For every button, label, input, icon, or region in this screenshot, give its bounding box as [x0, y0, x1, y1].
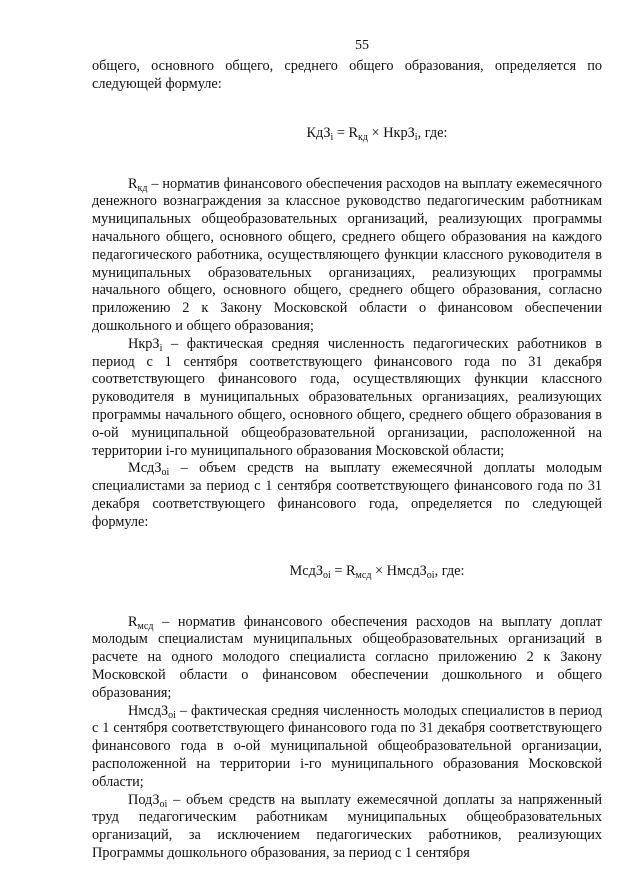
- definition-r-kd: $R_{кд}$ – норматив финансового обеспечения расходов на выплату ежемесячного денежного вознаграждения за классное руководство педагогическим работникам муниципальных общеобразовательных организаций, реализующих программы начального общего, основного общего, среднего общего образования на каждого педагогического работника, осуществляющего функции классного руководителя в муниципальных образовательных организациях, реализующих программы начального общего, основного общего, среднего общего образования, согласно приложению 2 к Закону Московской области о финансовом обеспечении дошкольного и общего образования;: [92, 175, 602, 334]
- definition-r-msd: $R_{мсд}$ – норматив финансового обеспечения расходов на выплату доплат молодым специалистам муниципальных общеобразовательных организаций в расчете на одного молодого специалиста согласно приложению 2 к Закону Московской области о финансовом обеспечении дошкольного и общего образования;: [92, 613, 602, 701]
- definition-nmsdz: НмсдЗ$_{oi}$ – фактическая средняя численность молодых специалистов в период с 1 сентября соответствующего финансового года по 31 декабря соответствующего финансового года в о-ой муниципальной общеобразовательной организации, расположенной на территории i-го муниципального образования Московской области;: [92, 702, 602, 790]
- formula-msdz: МсдЗ$_{oi}$ = $R_{мсд}$ × НмсдЗ$_{oi}$, где:: [289, 562, 465, 581]
- page-number: 55: [355, 38, 369, 53]
- formula-kdz: $КдЗ_i = R_{кд}$ × НкрЗ$_i$, где:: [306, 124, 448, 143]
- definition-nkrz: НкрЗ$_i$ – фактическая средняя численность педагогических работников в период с 1 сентября соответствующего финансового года по 31 декабря соответствующего финансового года, осуществляющих функции классного руководителя в муниципальных образовательных организациях, реализующих программы начального общего, основного общего, среднего общего образования в о-ой муниципальной общеобразовательной организации, расположенной на территории i-го муниципального образования Московской области;: [92, 335, 602, 459]
- definition-podz: ПодЗ$_{oi}$ – объем средств на выплату ежемесячной доплаты за напряженный труд педагогическим работникам муниципальных общеобразовательных организаций, за исключением педагогических работников, реализующих Программы дошкольного образования, за период с 1 сентября: [92, 791, 602, 861]
- definition-msdz: МсдЗ$_{oi}$ – объем средств на выплату ежемесячной доплаты молодым специалистами за период с 1 сентября соответствующего финансового года по 31 декабря соответствующего финансового года, определяется по следующей формуле:: [92, 460, 602, 530]
- paragraph-intro: общего, основного общего, среднего общего образования, определяется по следующей формуле:: [92, 58, 602, 92]
